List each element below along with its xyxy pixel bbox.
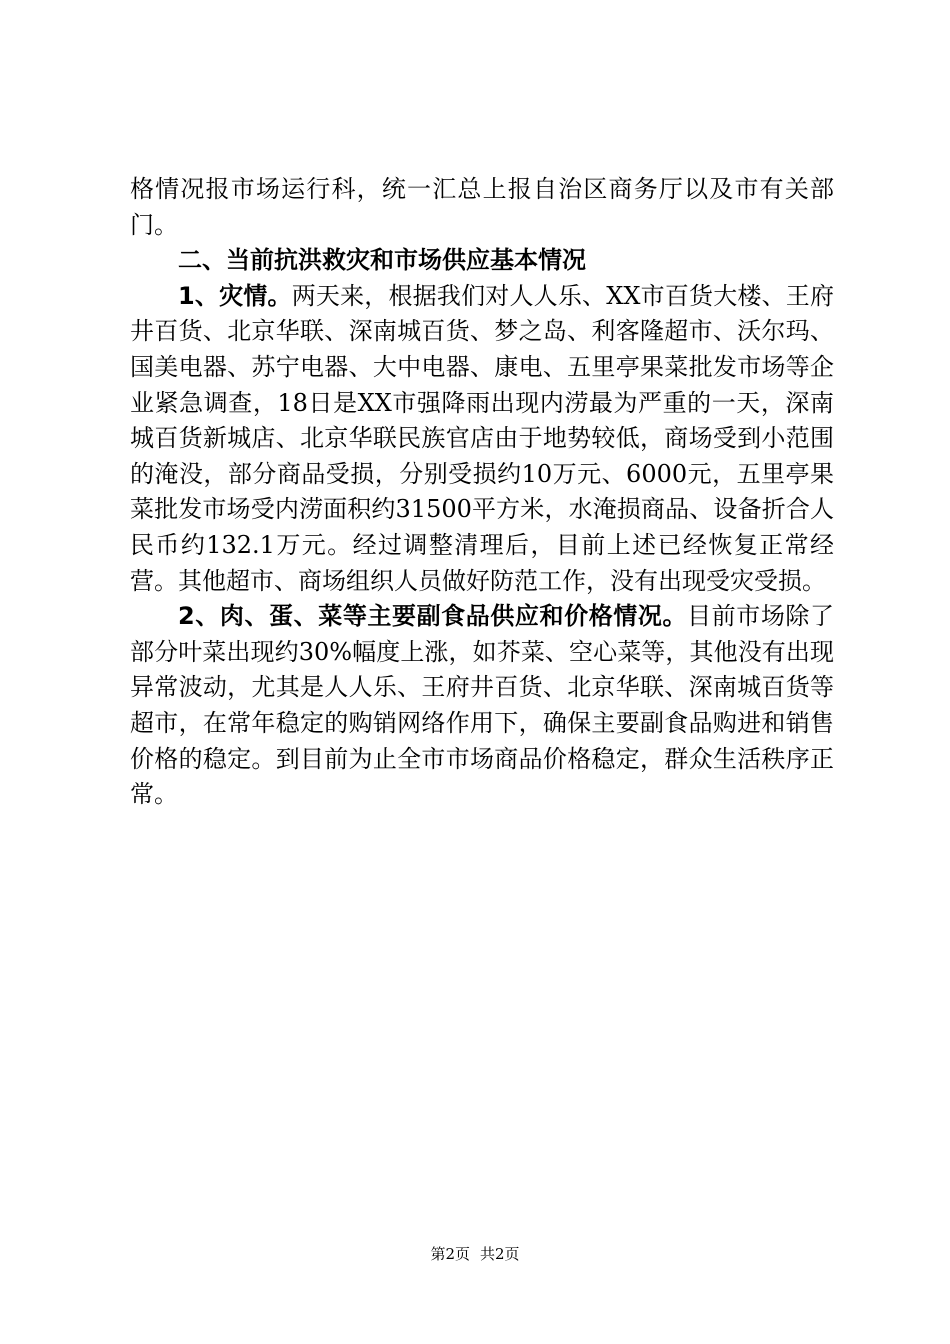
page-total: 共2页: [480, 1245, 520, 1263]
page-number: 第2页: [430, 1245, 470, 1263]
item-2-body: 目前市场除了部分叶菜出现约30%幅度上涨，如芥菜、空心菜等，其他没有出现异常波动，尤其是人人乐、王府井百货、北京华联、深南城百货等超市，在常年稳定的购销网络作用下，确保主要副食品购进和销售价格的稳定。到目前为止全市市场商品价格稳定，群众生活秩序正常。: [130, 602, 835, 809]
item-1-body: 两天来，根据我们对人人乐、XX市百货大楼、王府井百货、北京华联、深南城百货、梦之岛、利客隆超市、沃尔玛、国美电器、苏宁电器、大中电器、康电、五里亭果菜批发市场等企业紧急调查，18日是XX市强降雨出现内涝最为严重的一天，深南城百货新城店、北京华联民族官店由于地势较低，商场受到小范围的淹没，部分商品受损，分别受损约10万元、6000元，五里亭果菜批发市场受内涝面积约31500平方米，水淹损商品、设备折合人民币约132.1万元。经过调整清理后，目前上述已经恢复正常经营。其他超市、商场组织人员做好防范工作，没有出现受灾受损。: [130, 281, 834, 595]
item-2-lead: 2、肉、蛋、菜等主要副食品供应和价格情况。: [178, 602, 688, 631]
item-1-lead: 1、灾情。: [178, 281, 292, 310]
paragraph-item-2: [130, 599, 834, 813]
section-heading: 二、当前抗洪救灾和市场供应基本情况: [178, 246, 586, 275]
page-footer: [0, 1244, 950, 1264]
document-body: [130, 172, 834, 813]
paragraph-item-1: [130, 279, 834, 599]
paragraph-continuation: 格情况报市场运行科，统一汇总上报自治区商务厅以及市有关部门。: [130, 175, 834, 239]
